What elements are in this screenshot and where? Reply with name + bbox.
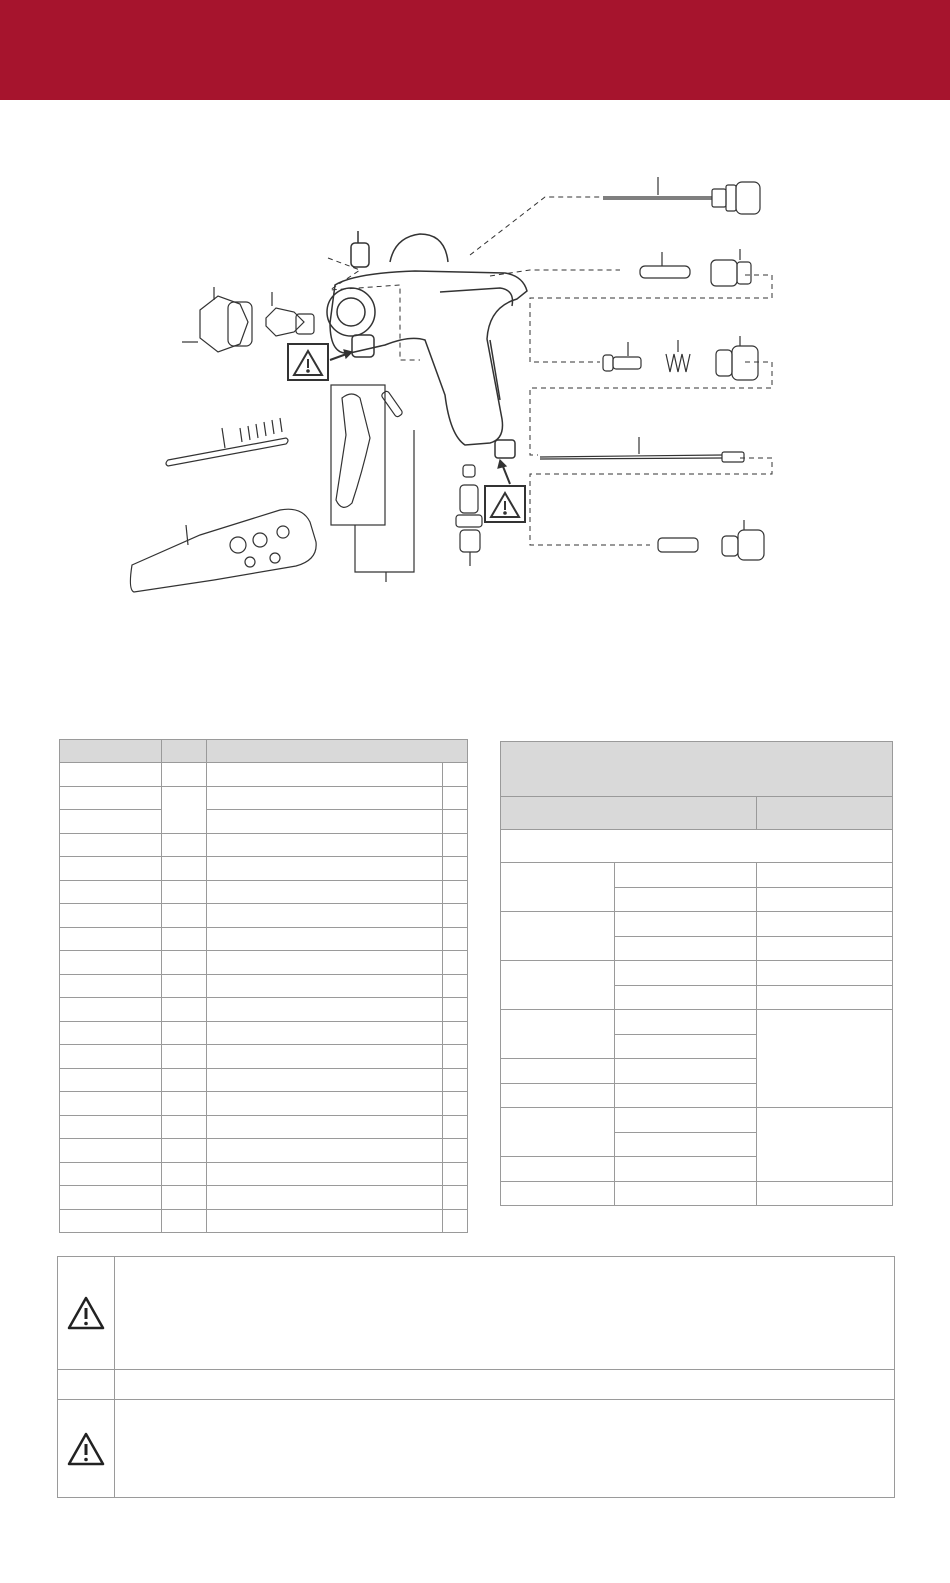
warning-notes-box (57, 1256, 895, 1498)
parts-col-2-header (162, 740, 207, 763)
table-row (501, 961, 893, 986)
table-row (501, 1181, 893, 1206)
table-row (501, 863, 893, 888)
table-row (60, 1021, 468, 1045)
table-row (60, 1115, 468, 1139)
table-row (501, 912, 893, 937)
cleaning-brush-part (166, 418, 288, 466)
spec-title (501, 742, 893, 797)
table-row (60, 1209, 468, 1233)
warning-icon-cell (58, 1400, 115, 1497)
long-needle-part (540, 437, 744, 462)
spray-gun-exploded-diagram (0, 110, 950, 610)
note-row (58, 1370, 894, 1400)
fluid-nozzle-part (266, 292, 314, 336)
warning-triangle-icon (288, 344, 352, 380)
table-row (60, 1068, 468, 1092)
spring-row-part (603, 336, 758, 380)
trigger-part (331, 385, 414, 582)
table-row (501, 1010, 893, 1035)
table-row (501, 1108, 893, 1133)
table-row (60, 927, 468, 951)
spec-subhead (501, 830, 893, 863)
table-row (60, 1045, 468, 1069)
table-row (60, 810, 468, 834)
spray-gun-body (327, 231, 527, 458)
table-row (60, 974, 468, 998)
spec-head-1 (501, 797, 757, 830)
fluid-needle-part (603, 177, 760, 214)
warning-row (58, 1257, 894, 1370)
table-row (60, 1092, 468, 1116)
table-row (60, 880, 468, 904)
table-row (60, 833, 468, 857)
air-valve-part (640, 249, 751, 286)
parts-table (59, 739, 468, 1233)
air-cap-part (182, 287, 252, 352)
parts-table-header (60, 740, 468, 763)
table-row (60, 1139, 468, 1163)
table-row (60, 904, 468, 928)
adjustment-knob-part (658, 520, 764, 560)
warning-row (58, 1400, 894, 1497)
warning-triangle-icon (66, 1295, 106, 1331)
warning-triangle-icon (485, 460, 525, 522)
spec-head-row (501, 797, 893, 830)
table-row (60, 786, 468, 810)
warning-triangle-icon (66, 1431, 106, 1467)
table-row (60, 998, 468, 1022)
spec-subhead-row (501, 830, 893, 863)
spec-head-2 (757, 797, 893, 830)
table-row (60, 951, 468, 975)
parts-col-3-header (207, 740, 468, 763)
table-row (60, 1186, 468, 1210)
spanner-wrench-part (130, 509, 316, 592)
air-fitting-part (456, 465, 482, 566)
header-band (0, 0, 950, 100)
table-row (60, 1162, 468, 1186)
warning-icon-cell (58, 1257, 115, 1369)
note-icon-cell (58, 1370, 115, 1399)
spec-title-row (501, 742, 893, 797)
table-row (60, 763, 468, 787)
spec-table (500, 741, 893, 1206)
table-row (60, 857, 468, 881)
parts-col-1-header (60, 740, 162, 763)
